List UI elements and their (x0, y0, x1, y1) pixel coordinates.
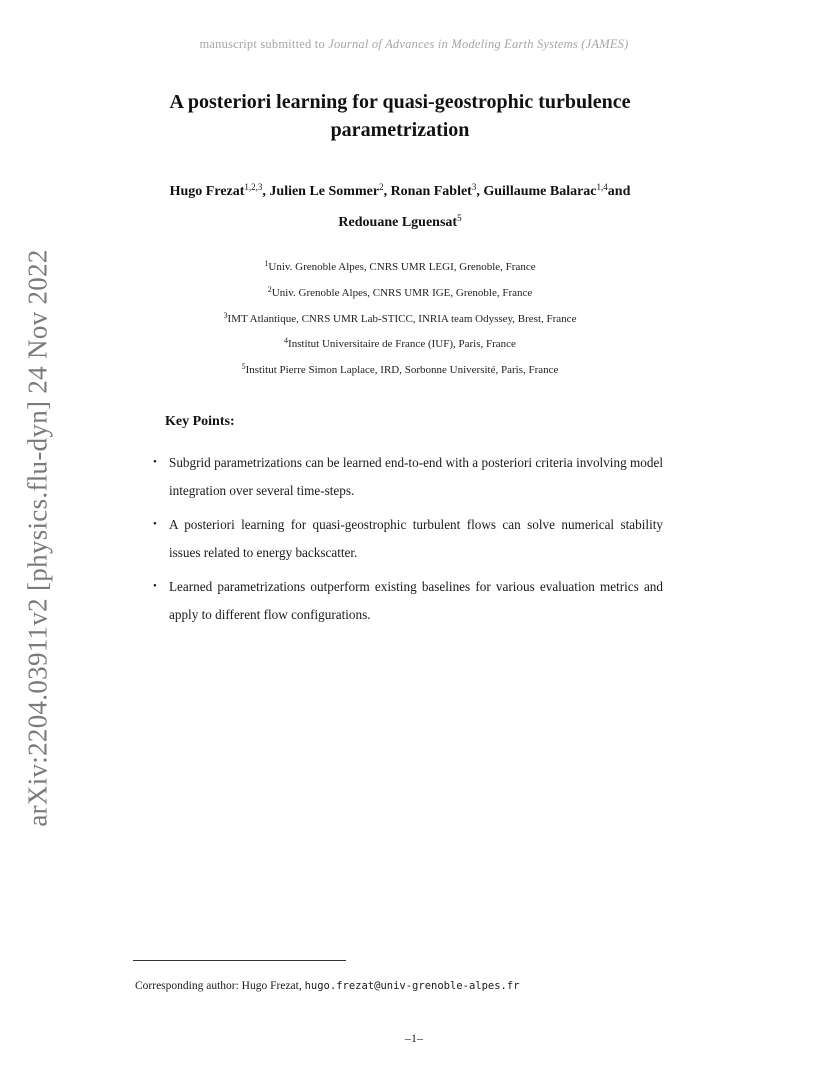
author-name: Hugo Frezat (169, 184, 245, 199)
page-number: –1– (405, 1031, 423, 1045)
author-affil-sup: 1,4 (596, 182, 608, 192)
author-email: hugo.frezat@univ-grenoble-alpes.fr (304, 980, 520, 992)
bullet-icon: • (153, 580, 157, 592)
arxiv-identifier-text: arXiv:2204.03911v2 [physics.flu-dyn] 24 Nov 2022 (22, 249, 53, 827)
bullet-icon: • (153, 518, 157, 530)
author-list (100, 174, 700, 236)
author-separator: , (476, 184, 484, 199)
affiliation-number: 1 (264, 259, 269, 268)
affiliation-number: 4 (284, 336, 289, 346)
key-point-text: Subgrid parametrizations can be learned end-to-end with a posteriori criteria involving model integration over several time-steps. (169, 455, 663, 498)
author-affil-sup: 5 (457, 213, 462, 223)
bullet-icon: • (153, 456, 157, 468)
key-point-item (153, 449, 663, 504)
title-line-2: parametrization (330, 119, 470, 141)
affiliation-list (100, 253, 700, 382)
author-affil-sup: 1,2,3 (244, 182, 263, 192)
affiliation-text: IMT Atlantique, CNRS UMR Lab-STICC, INRIA team Odyssey, Brest, France (227, 312, 577, 325)
key-point-item (153, 511, 663, 566)
author-affil-sup: 3 (471, 182, 477, 192)
affiliation-text: Univ. Grenoble Alpes, CNRS UMR LEGI, Grenoble, France (268, 261, 536, 273)
author-name: Ronan Fablet (390, 184, 472, 199)
corresponding-author-footnote (135, 980, 520, 992)
affiliation-text: Institut Pierre Simon Laplace, IRD, Sorbonne Université, Paris, France (245, 364, 559, 377)
key-point-item (153, 573, 663, 628)
author-separator: , (262, 184, 270, 199)
affiliation-item (100, 279, 700, 305)
author-line-2 (100, 205, 700, 236)
author-name: Guillaume Balarac (483, 184, 597, 199)
author-separator: and (607, 184, 631, 199)
author-name: Julien Le Sommer (269, 184, 380, 199)
footnote-label: Corresponding author: Hugo Frezat, (135, 980, 305, 992)
affiliation-item (100, 356, 700, 382)
header-prefix: manuscript submitted to (199, 37, 329, 51)
footnote-divider (133, 960, 346, 961)
key-point-text: A posteriori learning for quasi-geostrophic turbulent flows can solve numerical stability issues related to energy backscatter. (169, 517, 663, 560)
affiliation-item (100, 330, 700, 356)
affiliation-text: Univ. Grenoble Alpes, CNRS UMR IGE, Grenoble, France (271, 286, 533, 299)
key-points-heading: Key Points: (165, 414, 235, 429)
affiliation-item (100, 305, 700, 331)
author-separator: , (383, 184, 391, 199)
affiliation-number: 2 (267, 284, 272, 294)
author-line-1 (100, 174, 700, 205)
affiliation-number: 3 (223, 310, 228, 320)
affiliation-item (100, 253, 700, 279)
journal-name: Journal of Advances in Modeling Earth Systems (JAMES) (328, 37, 629, 51)
paper-title (100, 88, 700, 144)
author-name: Redouane Lguensat (338, 215, 458, 230)
affiliation-number: 5 (241, 362, 246, 372)
author-affil-sup: 2 (379, 182, 384, 192)
key-points-list (153, 449, 663, 635)
key-point-text: Learned parametrizations outperform existing baselines for various evaluation metrics and apply to different flow configurations. (169, 579, 663, 622)
title-line-1: A posteriori learning for quasi-geostrophic turbulence (169, 91, 631, 113)
affiliation-text: Institut Universitaire de France (IUF), Paris, France (288, 338, 516, 351)
running-header (0, 37, 828, 52)
